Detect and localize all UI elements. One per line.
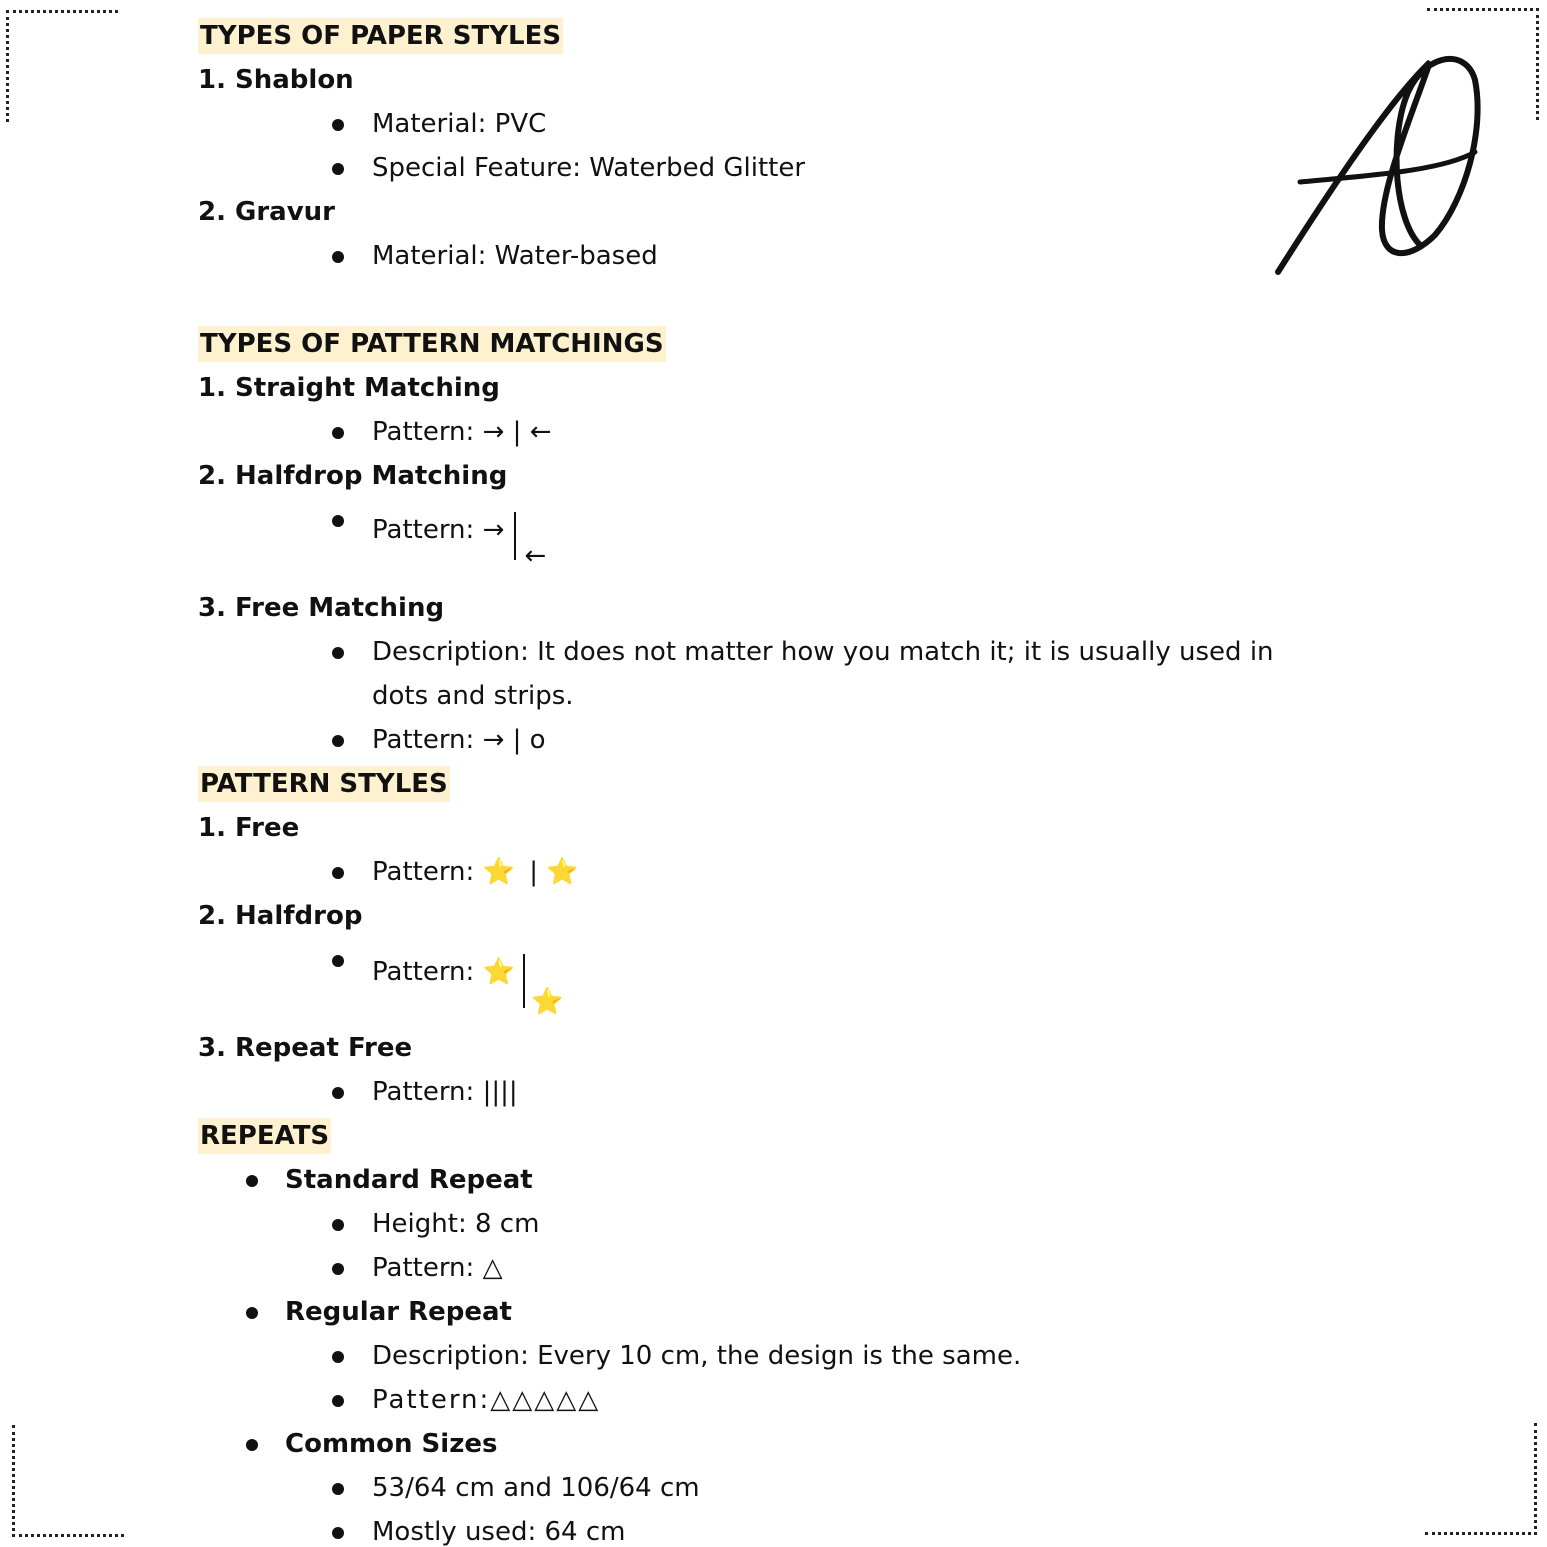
- section-heading-repeats: REPEATS: [198, 1118, 331, 1154]
- list-item: Pattern: ||||: [198, 1070, 1398, 1114]
- list-item-halfdrop-matching: [198, 498, 1398, 586]
- list-item: Pattern: → | ←: [198, 410, 1398, 454]
- divider-bar: [523, 954, 525, 1008]
- matching-halfdrop-title: 2. Halfdrop Matching: [198, 461, 508, 491]
- pattern-label: Pattern:: [372, 515, 475, 545]
- document-content: [198, 14, 1398, 1547]
- list-item: Pattern:△△△△△: [198, 1378, 1398, 1422]
- list-item: Description: Every 10 cm, the design is the same.: [198, 1334, 1398, 1378]
- list-item-halfdrop-style: [198, 938, 1398, 1026]
- section-heading-pattern-matchings: TYPES OF PATTERN MATCHINGS: [198, 326, 666, 362]
- corner-bracket-bottom-left: [12, 1425, 124, 1537]
- style-repeat-free-title: 3. Repeat Free: [198, 1033, 413, 1063]
- divider-bar: [514, 512, 516, 560]
- style-free-title: 1. Free: [198, 813, 300, 843]
- list-item: Material: Water-based: [198, 234, 1398, 278]
- paper-style-shablon-title: 1. Shablon: [198, 65, 354, 95]
- arrow-right-icon: →: [482, 515, 505, 545]
- matching-free-title: 3. Free Matching: [198, 593, 445, 623]
- repeat-regular-title: Regular Repeat: [198, 1290, 1398, 1334]
- repeat-standard-title: Standard Repeat: [198, 1158, 1398, 1202]
- star-icon: ⭐: [482, 857, 515, 887]
- repeat-common-sizes-title: Common Sizes: [198, 1422, 1398, 1466]
- star-icon: ⭐: [482, 957, 515, 987]
- list-item: Pattern: △: [198, 1246, 1398, 1290]
- corner-bracket-top-left: [6, 10, 118, 122]
- list-item: Mostly used: 64 cm: [198, 1510, 1398, 1547]
- separator-bar: |: [529, 857, 538, 887]
- corner-bracket-bottom-right: [1425, 1423, 1537, 1535]
- star-icon: ⭐: [530, 987, 564, 1017]
- section-heading-pattern-styles: PATTERN STYLES: [198, 766, 450, 802]
- list-item: 53/64 cm and 106/64 cm: [198, 1466, 1398, 1510]
- paper-style-gravur-title: 2. Gravur: [198, 197, 336, 227]
- pattern-label: Pattern:: [372, 857, 475, 887]
- list-item: Description: It does not matter how you match it; it is usually used in dots and strips.: [198, 630, 1398, 718]
- list-item: Material: PVC: [198, 102, 1398, 146]
- list-item: Height: 8 cm: [198, 1202, 1398, 1246]
- star-icon: ⭐: [546, 857, 579, 887]
- arrow-left-icon: ←: [524, 541, 547, 571]
- list-item: Special Feature: Waterbed Glitter: [198, 146, 1398, 190]
- halfdrop-stack: [515, 950, 575, 1017]
- style-halfdrop-title: 2. Halfdrop: [198, 901, 363, 931]
- section-heading-paper-styles: TYPES OF PAPER STYLES: [198, 18, 563, 54]
- pattern-label: Pattern:: [372, 957, 475, 987]
- list-item: Pattern: → | o: [198, 718, 1398, 762]
- list-item-free-style: [198, 850, 1398, 894]
- halfdrop-stack: [504, 508, 574, 571]
- matching-straight-title: 1. Straight Matching: [198, 373, 500, 403]
